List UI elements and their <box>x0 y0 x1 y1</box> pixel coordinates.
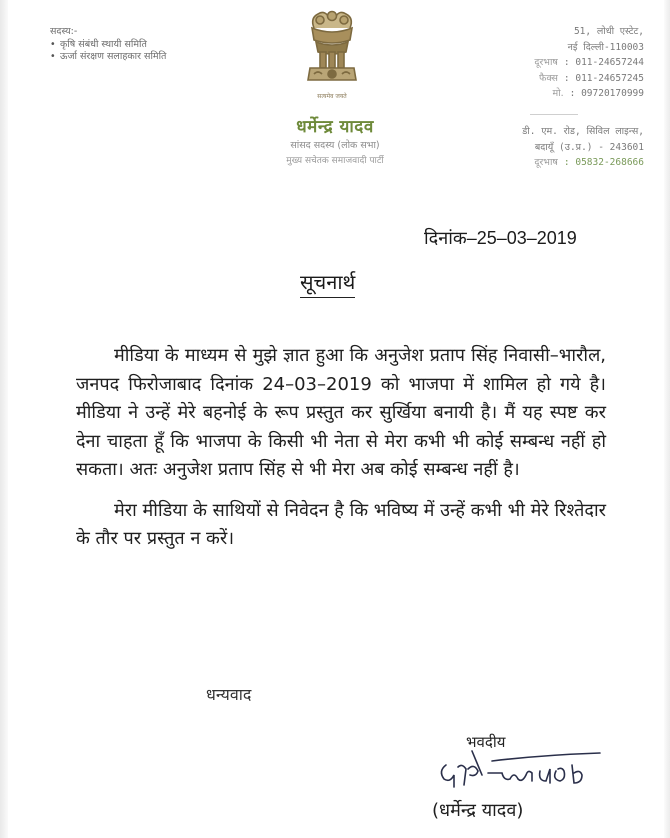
bullet-icon: • <box>50 38 56 50</box>
phone-label: दूरभाष <box>534 57 558 68</box>
letterhead-memberships <box>50 26 166 64</box>
national-emblem-icon <box>300 6 364 92</box>
emblem-motto: सत्यमेव जयते <box>317 93 347 100</box>
body-paragraph: मीडिया के माध्यम से मुझे ज्ञात हुआ कि अनुजेश प्रताप सिंह निवासी–भारौल, जनपद फिरोजाबाद दिनांक 24–03–2019 को भाजपा में शामिल हो गये है। मीडिया ने उन्हें मेरे बहनोई के रूप प्रस्तुत कर सुर्खिया बनायी है। मैं यह स्पष्ट कर देना चाहता हूँ कि भाजपा के किसी भी नेता से मेरा कभी भी कोई सम्बन्ध नहीं हो सकता। अतः अनुजेश प्रताप सिंह से भी मेरा अब कोई सम्बन्ध नहीं है। <box>76 345 606 480</box>
committee-item <box>50 51 166 64</box>
mobile-row <box>534 86 644 102</box>
letter-subject: सूचनार्थ <box>300 268 355 298</box>
scan-edge-right <box>664 0 670 838</box>
address-line: नई दिल्ली-110003 <box>567 41 644 53</box>
phone-row <box>534 55 644 71</box>
scan-edge-left <box>0 0 8 838</box>
address-divider <box>530 114 578 115</box>
yours-faithfully: भवदीय <box>466 733 506 751</box>
address-line: डी. एम. रोड, सिविल लाइन्स, <box>522 126 644 137</box>
signer-name: (धर्मेन्द्र यादव) <box>432 800 524 821</box>
handwritten-signature-icon <box>432 745 632 795</box>
sender-name: धर्मेन्द्र यादव <box>296 117 374 137</box>
member-title: सदस्य:- <box>50 26 78 37</box>
committee-label: कृषि संबंधी स्थायी समिति <box>60 38 147 50</box>
body-paragraph: मेरा मीडिया के साथियों से निवेदन है कि भविष्य में उन्हें कभी भी मेरे रिश्तेदार के तौर पर प्रस्तुत न करें। <box>76 499 606 549</box>
delhi-address <box>534 24 644 102</box>
fax-row <box>534 71 644 87</box>
letter-date: दिनांक–25–03–2019 <box>424 228 577 248</box>
fax-value: : 011-24657245 <box>563 72 644 84</box>
local-address <box>522 124 644 171</box>
phone-value: : 011-24657244 <box>563 57 644 68</box>
phone-row <box>522 155 644 171</box>
address-line: 51, लोधी एस्टेट, <box>573 26 644 37</box>
address-line: बदायूँ (उ.प्र.) - 243601 <box>534 141 644 153</box>
fax-label: फैक्स <box>539 72 558 84</box>
letter-body <box>76 342 606 554</box>
mobile-label: मो. <box>552 88 564 99</box>
closing-thanks: धन्यवाद <box>206 685 252 704</box>
committee-item <box>50 39 166 52</box>
committee-label: ऊर्जा संरक्षण सलाहकार समिति <box>60 51 167 62</box>
phone-value: : 05832-268666 <box>563 157 644 168</box>
sender-role: सांसद सदस्य (लोक सभा) <box>290 140 380 151</box>
sender-party-role: मुख्य सचेतक समाजवादी पार्टी <box>286 156 384 166</box>
bullet-icon: • <box>50 51 56 62</box>
phone-label: दूरभाष <box>534 157 558 168</box>
mobile-value: : 09720170999 <box>569 88 644 99</box>
letterhead-identity <box>230 114 440 166</box>
